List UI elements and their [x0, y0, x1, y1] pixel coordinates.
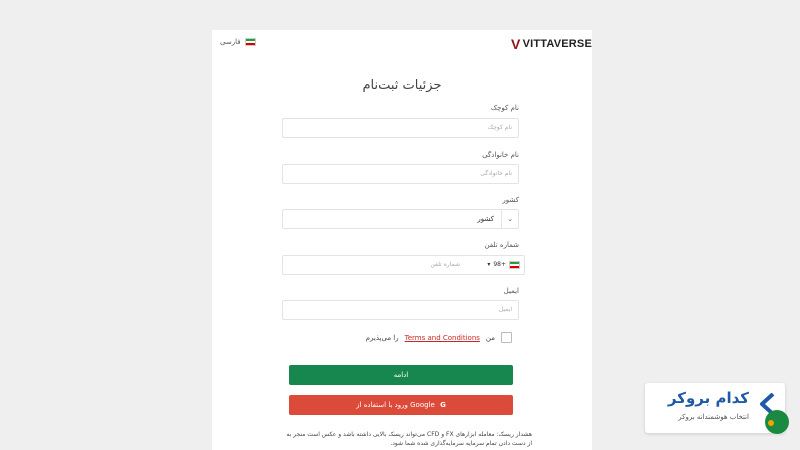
phone-input[interactable]: [282, 255, 525, 275]
country-code-selector[interactable]: [487, 256, 520, 274]
risk-disclaimer: هشدار ریسک: معامله ابزارهای FX و CFD می‌تواند ریسک بالایی داشته باشد و عکس است منجر به از دست دادن تمام سرمایه سرمایه‌گذاری شده شما شود.: [286, 431, 532, 447]
country-label: کشور: [502, 196, 519, 204]
first-name-input[interactable]: [282, 118, 519, 138]
logo: [511, 36, 592, 52]
country-select[interactable]: [282, 209, 519, 229]
country-value: کشور: [477, 215, 494, 223]
terms-link[interactable]: Terms and Conditions: [404, 333, 480, 342]
iran-flag-icon: [509, 261, 520, 269]
google-login-button[interactable]: [289, 395, 513, 415]
page-title: جزئیات ثبت‌نام: [362, 78, 442, 93]
last-name-placeholder: نام خانوادگی: [480, 170, 512, 177]
watermark-badge: [645, 383, 785, 433]
email-input[interactable]: [282, 300, 519, 320]
watermark-title: کدام بروکر: [667, 389, 749, 407]
first-name-placeholder: نام کوچک: [487, 124, 512, 131]
first-name-label: نام کوچک: [490, 104, 519, 112]
continue-label: ادامه: [393, 371, 409, 379]
terms-checkbox[interactable]: [501, 332, 512, 343]
continue-button[interactable]: [289, 365, 513, 385]
logo-text: VITTAVERSE: [522, 38, 592, 50]
registration-page: [212, 30, 592, 450]
email-placeholder: ایمیل: [498, 306, 512, 313]
last-name-input[interactable]: [282, 164, 519, 184]
phone-placeholder: شماره تلفن: [430, 261, 460, 268]
caret-down-icon: ▾: [487, 261, 491, 268]
header: [212, 30, 592, 58]
terms-suffix: را می‌پذیرم: [365, 333, 399, 342]
language-selector[interactable]: [220, 38, 256, 46]
country-code: 98+: [493, 261, 506, 268]
terms-prefix: من: [485, 333, 495, 342]
language-label: فارسی: [220, 38, 241, 46]
email-label: ایمیل: [503, 287, 519, 295]
iran-flag-icon: [245, 38, 256, 46]
phone-label: شماره تلفن: [484, 241, 519, 249]
logo-mark-icon: V: [511, 36, 521, 52]
last-name-label: نام خانوادگی: [482, 151, 519, 159]
terms-row: [366, 332, 512, 343]
google-label: ورود با استفاده از Google: [356, 401, 435, 409]
google-icon: G: [440, 401, 446, 409]
chevron-down-icon: ⌄: [501, 210, 518, 228]
watermark-subtitle: انتخاب هوشمندانه بروکر: [678, 413, 749, 421]
watermark-dot-icon: [768, 420, 774, 426]
